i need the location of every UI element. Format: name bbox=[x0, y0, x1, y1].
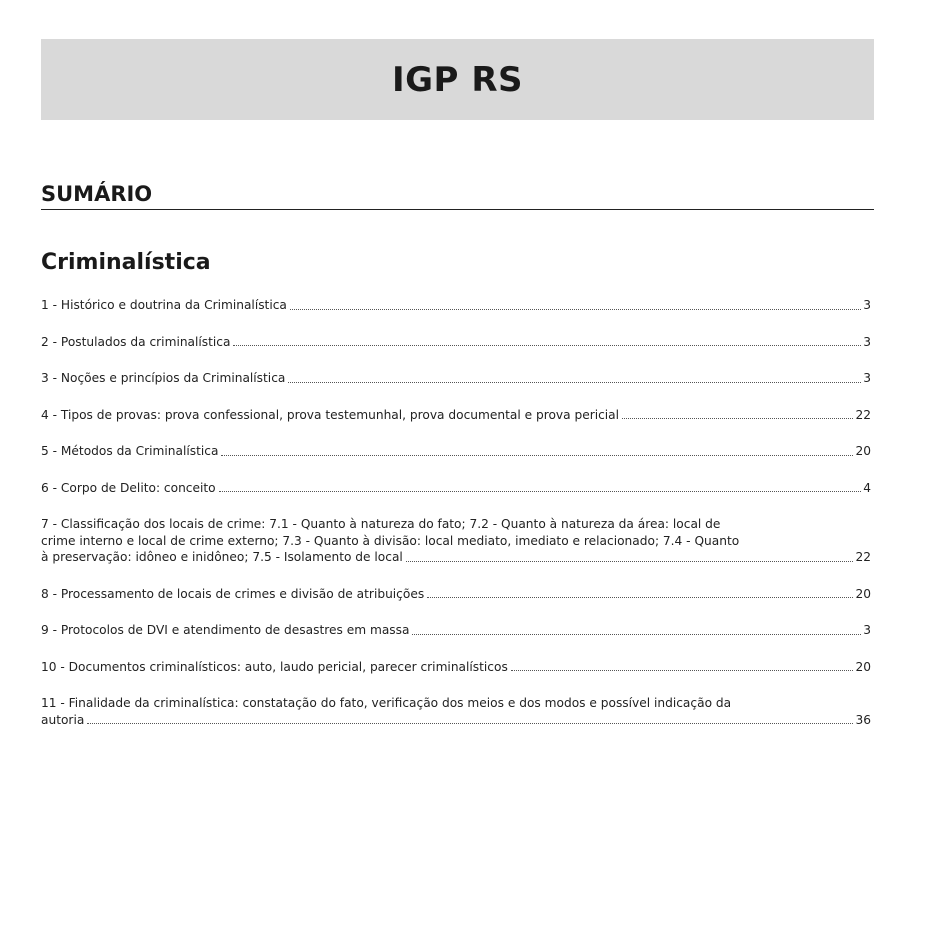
toc-entry-line: 11 - Finalidade da criminalística: constatação do fato, verificação dos meios e dos modos e possível indicação da bbox=[41, 696, 732, 710]
toc-entry-last-line bbox=[41, 712, 871, 729]
toc-entry[interactable] bbox=[41, 516, 871, 566]
dot-leader bbox=[233, 345, 861, 346]
toc-entry-page: 4 bbox=[863, 480, 871, 495]
toc-entry[interactable] bbox=[41, 480, 871, 497]
title-banner bbox=[41, 39, 874, 120]
toc-entry-text: 1 - Histórico e doutrina da Criminalística bbox=[41, 298, 287, 312]
toc-entry[interactable] bbox=[41, 407, 871, 424]
section-title: Criminalística bbox=[41, 250, 211, 275]
toc-entry-page: 3 bbox=[863, 298, 871, 312]
dot-leader bbox=[412, 634, 861, 635]
toc-entry-text: 10 - Documentos criminalísticos: auto, laudo pericial, parecer criminalísticos bbox=[41, 659, 508, 674]
toc-entry-text: 3 - Noções e princípios da Criminalística bbox=[41, 371, 286, 385]
dot-leader bbox=[221, 455, 853, 456]
toc-entry-line: 7 - Classificação dos locais de crime: 7.1 - Quanto à natureza do fato; 7.2 - Quanto à natureza da área: local de bbox=[41, 517, 721, 531]
table-of-contents bbox=[41, 297, 871, 748]
toc-entry[interactable] bbox=[41, 659, 871, 676]
toc-entry-line: crime interno e local de crime externo; 7.3 - Quanto à divisão: local mediato, imediato e relacionado; 7.4 - Quanto bbox=[41, 533, 740, 548]
toc-entry-text: 2 - Postulados da criminalística bbox=[41, 334, 231, 349]
toc-entry-text: 8 - Processamento de locais de crimes e divisão de atribuições bbox=[41, 586, 425, 601]
toc-entry[interactable] bbox=[41, 297, 871, 314]
dot-leader bbox=[288, 382, 861, 383]
dot-leader bbox=[511, 670, 854, 671]
dot-leader bbox=[427, 597, 853, 598]
toc-entry-page: 36 bbox=[855, 712, 871, 727]
toc-entry[interactable] bbox=[41, 695, 871, 728]
dot-leader bbox=[290, 309, 861, 310]
dot-leader bbox=[219, 491, 862, 492]
document-title: IGP RS bbox=[392, 59, 523, 100]
toc-entry-page: 22 bbox=[855, 407, 871, 422]
toc-entry[interactable] bbox=[41, 370, 871, 387]
toc-entry-page: 20 bbox=[855, 659, 871, 674]
dot-leader bbox=[406, 561, 854, 562]
toc-entry-page: 22 bbox=[855, 550, 871, 564]
toc-entry-line: à preservação: idôneo e inidôneo; 7.5 - Isolamento de local bbox=[41, 550, 403, 564]
dot-leader bbox=[622, 418, 853, 419]
toc-entry-line: autoria bbox=[41, 712, 85, 727]
toc-entry[interactable] bbox=[41, 443, 871, 460]
toc-entry-page: 3 bbox=[863, 371, 871, 385]
summary-heading bbox=[41, 179, 874, 210]
toc-entry-text: 9 - Protocolos de DVI e atendimento de desastres em massa bbox=[41, 623, 410, 637]
toc-entry-text: 5 - Métodos da Criminalística bbox=[41, 444, 219, 458]
toc-entry[interactable] bbox=[41, 334, 871, 351]
toc-entry-text: 4 - Tipos de provas: prova confessional, prova testemunhal, prova documental e prova pericial bbox=[41, 407, 620, 422]
toc-entry[interactable] bbox=[41, 586, 871, 603]
dot-leader bbox=[87, 723, 853, 724]
toc-entry-page: 3 bbox=[863, 334, 871, 349]
toc-entry-page: 20 bbox=[855, 444, 871, 458]
toc-entry-body bbox=[41, 695, 871, 728]
summary-heading-label: SUMÁRIO bbox=[41, 182, 153, 206]
toc-entry-text: 6 - Corpo de Delito: conceito bbox=[41, 480, 216, 495]
toc-entry-body bbox=[41, 516, 871, 566]
toc-entry[interactable] bbox=[41, 622, 871, 639]
toc-entry-page: 20 bbox=[855, 586, 871, 601]
toc-entry-last-line bbox=[41, 549, 871, 566]
toc-entry-page: 3 bbox=[863, 623, 871, 637]
